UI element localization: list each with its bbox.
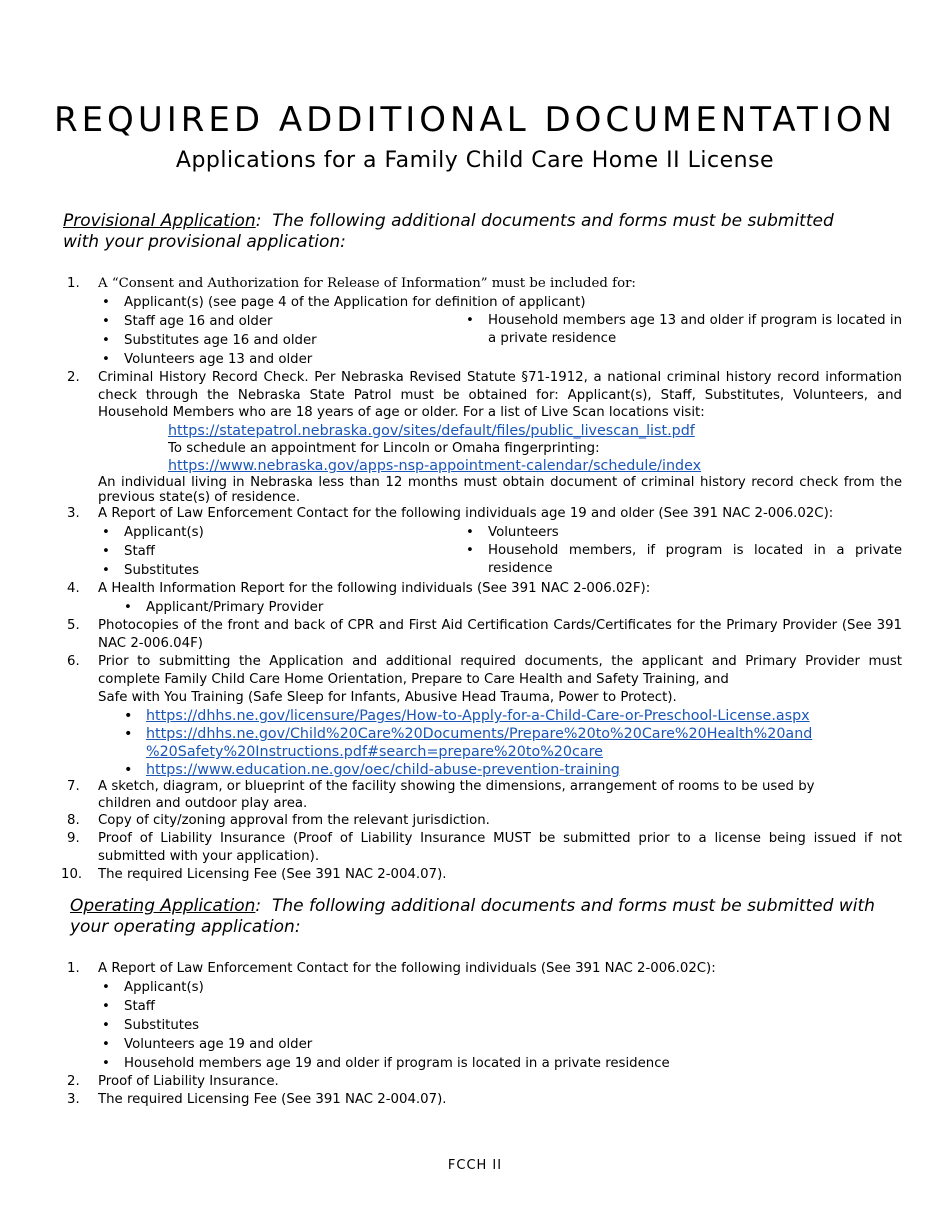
list-item: 4. A Health Information Report for the following individuals (See 391 NAC 2-006.02F): • Applicant/Primary Provider: [64, 580, 902, 617]
bullet-item: • Applicant(s): [98, 978, 902, 997]
page-title: REQUIRED ADDITIONAL DOCUMENTATION: [53, 100, 897, 140]
list-item: 7. A sketch, diagram, or blueprint of the facility showing the dimensions, arrangement of rooms to be used by children and outdoor play area.: [67, 779, 815, 811]
list-item: 10. The required Licensing Fee (See 391 NAC 2-004.07).: [61, 867, 447, 882]
operating-label: Operating Application: [70, 896, 256, 916]
bullet-item: • Volunteers: [462, 523, 902, 542]
abuse-prevention-link[interactable]: https://www.education.ne.gov/oec/child-abuse-prevention-training: [146, 762, 620, 778]
bullet-columns: [64, 293, 902, 369]
appointment-link[interactable]: https://www.nebraska.gov/apps-nsp-appointment-calendar/schedule/index: [168, 458, 702, 474]
list-item: 1. A Report of Law Enforcement Contact for the following individuals (See 391 NAC 2-006.02C):: [67, 961, 716, 976]
operating-heading: Operating Application: The following additional documents and forms must be submitted with your operating application:: [70, 896, 875, 937]
bullet-item: • Household members age 19 and older if program is located in a private residence: [98, 1054, 902, 1073]
list-item: 8. Copy of city/zoning approval from the relevant jurisdiction.: [67, 813, 490, 828]
list-item: 9. Proof of Liability Insurance (Proof of Liability Insurance MUST be submitted prior to a license being issued if not submitted with your application).: [67, 831, 902, 864]
bullet-item: • Applicant(s) (see page 4 of the Application for definition of applicant): [98, 293, 644, 312]
provisional-intro: The following additional documents and forms must be submitted with your provisional application:: [63, 211, 834, 252]
bullet-item: • Substitutes age 16 and older: [98, 331, 462, 350]
provisional-heading: Provisional Application: The following additional documents and forms must be submitted with your provisional application:: [63, 211, 834, 252]
prepare-to-care-link[interactable]: https://dhhs.ne.gov/Child%20Care%20Documents/Prepare%20to%20Care%20Health%20and %20Safety%20Instructions.pdf#search=prepare%20to%20care: [146, 726, 813, 760]
bullet-item: • Substitutes: [98, 561, 462, 580]
list-item: 3. A Report of Law Enforcement Contact for the following individuals age 19 and older (See 391 NAC 2-006.02C):: [67, 506, 834, 521]
operating-list: [64, 960, 902, 1109]
bullet-item: • Volunteers age 19 and older: [98, 1035, 902, 1054]
provisional-list: [61, 275, 902, 884]
bullet-item: • Household members age 13 and older if program is located in a private residence: [462, 312, 902, 348]
bullet-item: • Staff: [98, 542, 462, 561]
list-item: 5. Photocopies of the front and back of CPR and First Aid Certification Cards/Certificates for the Primary Provider (See 391 NAC 2-006.04F): [67, 618, 902, 651]
bullet-item: • Applicant(s): [98, 523, 462, 542]
list-item: 3. The required Licensing Fee (See 391 NAC 2-004.07).: [67, 1092, 447, 1107]
bullet-columns: [64, 523, 902, 580]
operating-intro: The following additional documents and forms must be submitted with your operating application:: [70, 896, 875, 937]
list-item: 2. Proof of Liability Insurance.: [67, 1074, 279, 1089]
page-subtitle: Applications for a Family Child Care Home II License: [175, 148, 775, 173]
list-item: 1. A “Consent and Authorization for Release of Information” must be included for:: [67, 276, 636, 291]
bullet-item: • Staff: [98, 997, 902, 1016]
bullet-item: • Household members, if program is located in a private residence: [462, 542, 902, 578]
provisional-label: Provisional Application: [63, 211, 256, 231]
list-item: 6. Prior to submitting the Application and additional required documents, the applicant and Primary Provider must complete Family Child Care Home Orientation, Prepare to Care Health and Safety Training, and Safe with You Training (Safe Sleep for Infants, Abusive Head Trauma, Power to Protect). • https://dhhs.ne.gov/licensure/Pages/How-to-Apply-for-a-Child-Care-or-Preschool-License.aspx • https://dhhs.ne.gov/Child%20Care%20Documents/Prepare%20to%20Care%20Health%20and %20Safety%20Instructions.pdf#search=prepare%20to%20care • https://www.education.ne.gov/oec/child-abuse-prevention-training: [64, 653, 902, 779]
bullet-item: • Staff age 16 and older: [98, 312, 462, 331]
list-item: 2. Criminal History Record Check. Per Nebraska Revised Statute §71-1912, a national criminal history record information check through the Nebraska State Patrol must be obtained for: Applicant(s), Staff, Substitutes, Volunteers, and Household Members who are 18 years of age or older. For a list of Live Scan locations visit: https://statepatrol.nebraska.gov/sites/default/files/public_livescan_list.pdf To schedule an appointment for Lincoln or Omaha fingerprinting: https://www.nebraska.gov/apps-nsp-appointment-calendar/schedule/index An individual living in Nebraska less than 12 months must obtain document of criminal history record check from the previous state(s) of residence.: [67, 370, 902, 505]
bullet-item: • Substitutes: [98, 1016, 902, 1035]
livescan-link[interactable]: https://statepatrol.nebraska.gov/sites/default/files/public_livescan_list.pdf: [168, 422, 695, 439]
license-apply-link[interactable]: https://dhhs.ne.gov/licensure/Pages/How-to-Apply-for-a-Child-Care-or-Preschool-License.aspx: [146, 708, 810, 724]
bullet-item: • Volunteers age 13 and older: [98, 350, 462, 369]
bullet-item: • Applicant/Primary Provider: [120, 598, 902, 617]
page-footer: FCCH II: [447, 1158, 503, 1173]
